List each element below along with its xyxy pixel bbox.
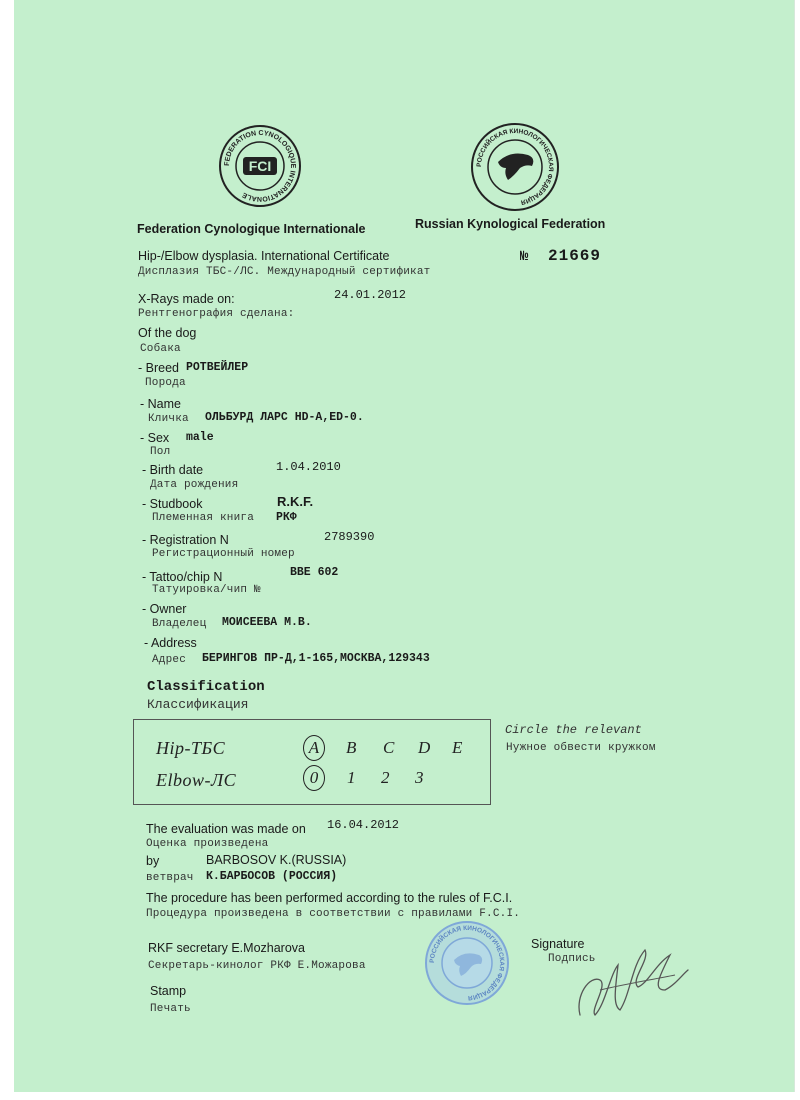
evaluation-vet-en: BARBOSOV K.(RUSSIA) <box>206 853 347 867</box>
evaluation-label-ru: Оценка произведена <box>146 838 269 850</box>
breed-label-en: - Breed <box>138 361 179 375</box>
rkf-logo-ring-text: РОССИЙСКАЯ КИНОЛОГИЧЕСКАЯ ФЕДЕРАЦИЯ <box>475 127 555 206</box>
signature-label-ru: Подпись <box>548 953 596 965</box>
address-label-ru: Адрес <box>152 654 187 666</box>
fci-logo-text: FCI <box>248 158 272 174</box>
studbook-label-ru: Племенная книга <box>152 512 255 524</box>
name-value: ОЛЬБУРД ЛАРС HD-A,ED-0. <box>205 411 364 424</box>
xray-label-ru: Рентгенография сделана: <box>138 308 295 320</box>
classification-title-ru: Классификация <box>147 697 249 712</box>
studbook-label-en: - Studbook <box>142 497 203 511</box>
stamp-label-en: Stamp <box>150 984 187 998</box>
handwritten-signature <box>560 935 695 1025</box>
elbow-grade-3: 3 <box>415 768 424 787</box>
breed-label-ru: Порода <box>145 377 186 389</box>
evaluation-by-en: by <box>146 854 160 868</box>
hip-grade-e: E <box>452 738 463 757</box>
circle-note-en: Circle the relevant <box>505 723 642 737</box>
certificate-title-ru: Дисплазия ТБС-/ЛС. Международный сертификат <box>138 266 431 278</box>
circle-note-ru: Нужное обвести кружком <box>506 742 656 754</box>
dog-label-ru: Собака <box>140 343 181 355</box>
rkf-stamp <box>424 920 510 1006</box>
tattoo-label-en: - Tattoo/chip N <box>142 570 223 584</box>
hip-grade-d: D <box>418 738 431 757</box>
procedure-ru: Процедура произведена в соответствии с правилами F.C.I. <box>146 908 521 920</box>
dog-label-en: Of the dog <box>138 326 197 340</box>
classification-title-en: Classification <box>147 679 265 695</box>
owner-value: МОИСЕЕВА М.В. <box>222 616 312 629</box>
evaluation-by-ru: ветврач <box>146 872 194 884</box>
owner-label-ru: Владелец <box>152 618 207 630</box>
breed-value: РОТВЕЙЛЕР <box>186 361 249 374</box>
elbow-grade-0-circled: 0 <box>303 765 325 791</box>
dog-head-icon <box>498 154 533 180</box>
evaluation-label-en: The evaluation was made on <box>146 822 306 836</box>
birth-value: 1.04.2010 <box>276 460 341 474</box>
hip-grade-b: B <box>346 738 357 757</box>
tattoo-value: BBE 602 <box>290 566 339 579</box>
xray-label-en: X-Rays made on: <box>138 292 235 306</box>
sex-label-en: - Sex <box>140 431 170 445</box>
elbow-grade-2: 2 <box>381 768 390 787</box>
rkf-logo <box>470 122 560 212</box>
tattoo-label-ru: Татуировка/чип № <box>152 584 261 596</box>
registration-label-en: - Registration N <box>142 533 229 547</box>
certificate-number-label: № <box>520 249 529 265</box>
signature-label-en: Signature <box>531 937 585 951</box>
studbook-value-ru: РКФ <box>276 511 297 524</box>
address-value: БЕРИНГОВ ПР-Д,1-165,МОСКВА,129343 <box>202 652 430 665</box>
certificate-number: 21669 <box>548 247 602 265</box>
fci-name: Federation Cynologique Internationale <box>137 222 366 236</box>
sex-label-ru: Пол <box>150 446 171 458</box>
owner-label-en: - Owner <box>142 602 187 616</box>
stamp-label-ru: Печать <box>150 1003 191 1015</box>
rkf-name: Russian Kynological Federation <box>415 217 606 231</box>
name-label-ru: Кличка <box>148 413 189 425</box>
classification-box <box>133 719 491 805</box>
hip-label: Hip-ТБС <box>156 738 226 758</box>
registration-value: 2789390 <box>324 530 375 544</box>
fci-logo <box>218 124 302 208</box>
procedure-en: The procedure has been performed according to the rules of F.C.I. <box>146 891 513 905</box>
birth-label-en: - Birth date <box>142 463 204 477</box>
elbow-grade-1: 1 <box>347 768 356 787</box>
hip-grade-a-circled: A <box>303 735 325 761</box>
stamp-ring-text: РОССИЙСКАЯ КИНОЛОГИЧЕСКАЯ ФЕДЕРАЦИЯ <box>428 924 506 1002</box>
evaluation-date: 16.04.2012 <box>327 818 400 832</box>
hip-grade-c: C <box>383 738 395 757</box>
certificate-title-en: Hip-/Elbow dysplasia. International Certificate <box>138 249 390 263</box>
fci-logo-ring-text: FEDERATION CYNOLOGIQUE INTERNATIONALE <box>223 129 296 203</box>
evaluation-vet-ru: К.БАРБОСОВ (РОССИЯ) <box>206 870 338 883</box>
birth-label-ru: Дата рождения <box>150 479 239 491</box>
elbow-label: Elbow-ЛС <box>156 770 237 790</box>
secretary-en: RKF secretary E.Mozharova <box>148 941 305 955</box>
xray-date: 24.01.2012 <box>334 288 407 302</box>
secretary-ru: Секретарь-кинолог РКФ Е.Можарова <box>148 960 366 972</box>
address-label-en: - Address <box>144 636 197 650</box>
certificate-page <box>14 0 795 1092</box>
registration-label-ru: Регистрационный номер <box>152 548 295 560</box>
studbook-value-en: R.K.F. <box>277 494 314 509</box>
name-label-en: - Name <box>140 397 181 411</box>
sex-value: male <box>186 431 214 444</box>
